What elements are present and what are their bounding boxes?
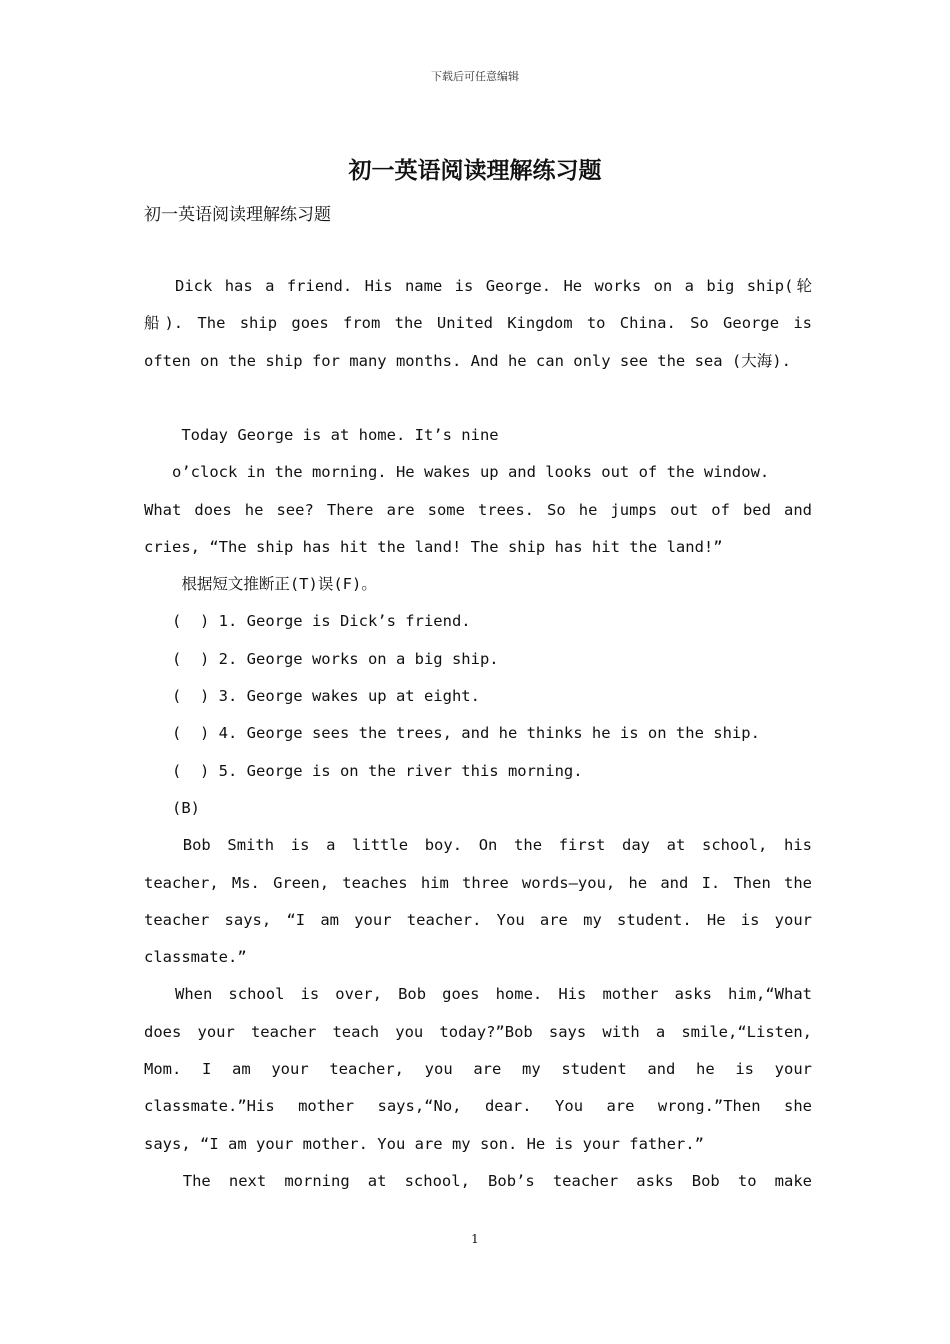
text-line: teacher says, “I am your teacher. You are my student. He is your — [144, 910, 812, 929]
passage-a-paragraph-1 — [144, 268, 812, 380]
text-line: Today George is at home. It’s nine — [144, 426, 499, 444]
question-item: ( ) 3. George wakes up at eight. — [144, 687, 480, 706]
header-note: 下载后可任意编辑 — [431, 70, 519, 83]
text-line: teacher, Ms. Green, teaches him three words—you, he and I. Then the — [144, 873, 812, 892]
passage-a-paragraph-2 — [144, 417, 812, 1200]
text-line: Bob Smith is a little boy. On the first day at school, his — [182, 836, 812, 855]
section-b-label: (B) — [144, 798, 200, 817]
text-line: often on the ship for many months. And he can only see the sea (大海). — [144, 351, 791, 370]
text-line: classmate.”His mother says,“No, dear. You are wrong.”Then she — [144, 1097, 812, 1116]
text-line: Mom. I am your teacher, you are my student and he is your — [144, 1060, 812, 1079]
text-line: What does he see? There are some trees. So he jumps out of bed and — [144, 500, 812, 519]
instruction: 根据短文推断正(T)误(F)。 — [144, 575, 377, 594]
text-line: When school is over, Bob goes home. His mother asks him,“What — [175, 985, 812, 1004]
text-line: says, “I am your mother. You are my son. He is your father.” — [144, 1134, 704, 1153]
text-line: 船). The ship goes from the United Kingdom to China. So George is — [144, 314, 812, 333]
question-item: ( ) 5. George is on the river this morning. — [144, 761, 583, 780]
text-line: Dick has a friend. His name is George. He works on a big ship(轮 — [175, 277, 812, 295]
text-line: does your teacher teach you today?”Bob says with a smile,“Listen, — [144, 1022, 812, 1041]
subtitle: 初一英语阅读理解练习题 — [144, 205, 331, 225]
text-line: cries, “The ship has hit the land! The ship has hit the land!” — [144, 537, 723, 556]
question-item: ( ) 2. George works on a big ship. — [144, 649, 499, 668]
page-title: 初一英语阅读理解练习题 — [348, 157, 602, 184]
question-item: ( ) 4. George sees the trees, and he thinks he is on the ship. — [144, 724, 760, 743]
question-item: ( ) 1. George is Dick’s friend. — [144, 612, 471, 631]
text-line: The next morning at school, Bob’s teacher asks Bob to make — [182, 1171, 812, 1190]
page-number: 1 — [471, 1232, 479, 1246]
text-line: classmate.” — [144, 948, 247, 967]
text-line: o’clock in the morning. He wakes up and looks out of the window. — [144, 463, 770, 482]
